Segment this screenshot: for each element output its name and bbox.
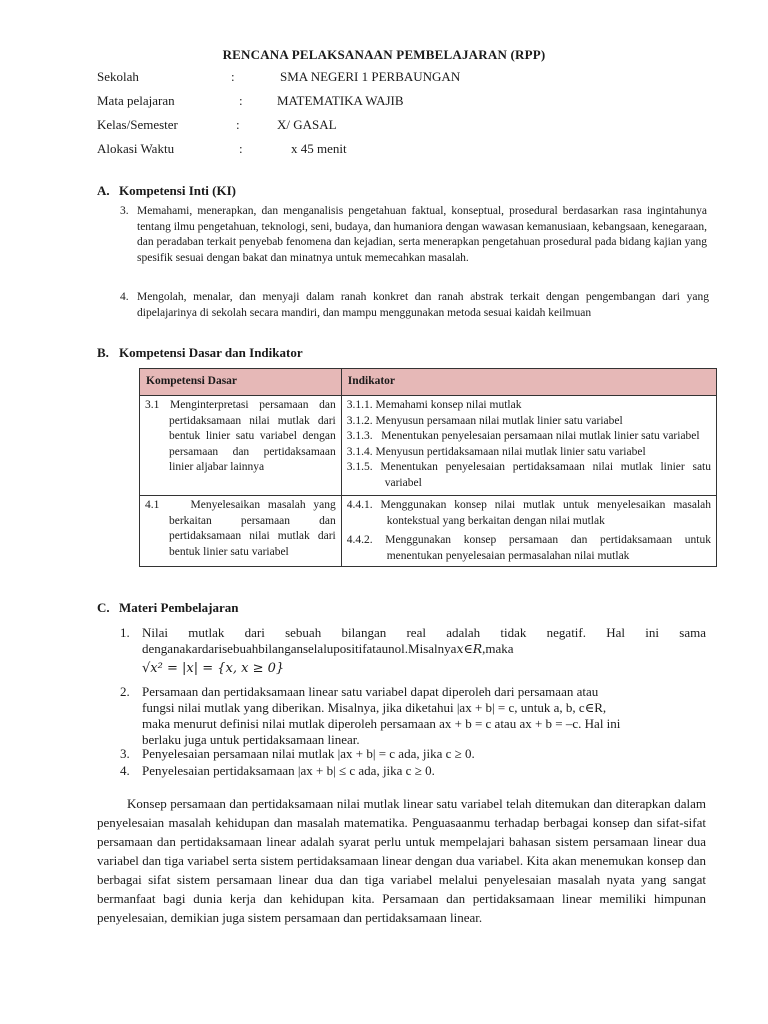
materi-number: 3. [120, 746, 130, 761]
info-label: Sekolah [97, 69, 139, 84]
materi-text: fungsi nilai mutlak yang diberikan. Misalnya, jika diketahui |ax + b| = c, untuk a, b, c∈R, [142, 700, 607, 715]
info-colon: : [236, 117, 240, 132]
materi-number: 2. [120, 684, 130, 699]
kd-text: Menyelesaikan masalah yang berkaitan persamaan dan pertidaksamaan nilai mutlak dari bentuk linier satu variabel [169, 499, 336, 558]
info-colon: : [231, 69, 235, 84]
materi-text: ,maka [482, 641, 514, 656]
indicator-text: Menyusun pertidaksamaan nilai mutlak linier satu variabel [375, 445, 646, 458]
materi-text: denganakardarisebuahbilanganselalupositifataunol.Misalnya [142, 641, 457, 656]
materi-item-4 [120, 763, 706, 779]
materi-item-3 [120, 746, 706, 762]
kd-number: 3.1 [145, 399, 160, 411]
indicator-item [347, 533, 711, 564]
info-label: Kelas/Semester [97, 117, 178, 132]
indicator-code: 3.1.2. [346, 414, 373, 427]
ki-text: Mengolah, menalar, dan menyaji dalam ranah konkret dan ranah abstrak terkait dengan pengembangan dari yang dipelajarinya di sekolah secara mandiri, dan mampu menggunakan metoda sesuai kaidah keilmuan [137, 291, 709, 319]
section-title: Kompetensi Dasar dan Indikator [119, 345, 303, 360]
indicator-code: 3.1.3. [346, 430, 373, 442]
indicator-code: 3.1.4. [346, 445, 373, 458]
kd-text: Menginterpretasi persamaan dan pertidaksamaan nilai mutlak dari bentuk linier satu variabel dengan persamaan dan pertidaksamaan linier aljabar lainnya [169, 399, 336, 473]
indicator-item [347, 445, 711, 461]
indicator-text: Menggunakan konsep nilai mutlak untuk menyelesaikan masalah kontekstual yang berkaitan dengan nilai mutlak [380, 499, 712, 527]
indicator-text: Menentukan penyelesaian persamaan nilai mutlak linier satu variabel [381, 430, 700, 442]
indicator-item [347, 429, 711, 445]
info-value: X/ GASAL [277, 117, 337, 132]
info-colon: : [239, 141, 243, 156]
indicator-code: 3.1.1. [346, 399, 373, 411]
kd-cell [140, 496, 342, 567]
info-value: MATEMATIKA WAJIB [277, 93, 404, 108]
math-formula: √x² = |x| = {x, x ≥ 0} [142, 661, 285, 676]
indicator-item [347, 414, 711, 430]
indicator-item [347, 498, 711, 533]
materi-text: Penyelesaian pertidaksamaan |ax + b| ≤ c ada, jika c ≥ 0. [142, 763, 435, 778]
kd-indikator-table [139, 368, 717, 567]
ki-number: 3. [120, 205, 129, 217]
kd-number: 4.1 [145, 499, 160, 511]
indicator-item [347, 398, 711, 414]
info-label: Mata pelajaran [97, 93, 175, 108]
info-label: Alokasi Waktu [97, 141, 175, 156]
table-header-kd: Kompetensi Dasar [140, 369, 342, 396]
indicator-code: 4.4.1. [346, 499, 373, 511]
table-header-row [140, 369, 717, 396]
materi-text: Penyelesaian persamaan nilai mutlak |ax + b| = c ada, jika c ≥ 0. [142, 746, 475, 761]
indicator-text: Menyusun persamaan nilai mutlak linier satu variabel [375, 414, 623, 427]
ki-number: 4. [120, 291, 129, 303]
indicator-cell [341, 396, 716, 496]
ki-item-3 [120, 204, 708, 266]
indicator-cell [341, 496, 716, 567]
table-row [140, 396, 717, 496]
materi-text: maka menurut definisi nilai mutlak diperoleh persamaan ax + b = c atau ax + b = –c. Hal ini [142, 716, 621, 731]
kd-entry [145, 398, 336, 476]
ki-text: Memahami, menerapkan, dan menganalisis pengetahuan faktual, konseptual, prosedural berdasarkan rasa ingintahunya tentang ilmu pengetahuan, teknologi, seni, budaya, dan humaniora dengan wawasan kemanusiaan, kebangsaan, kenegaraan, dan peradaban terkait penyebab fenomena dan kejadian, serta menerapkan pengetahuan prosedural pada bidang kajian yang spesifik sesuai dengan bakat dan minatnya untuk memecahkan masalah. [137, 205, 708, 264]
body-paragraph: Konsep persamaan dan pertidaksamaan nilai mutlak linear satu variabel telah ditemukan dan diterapkan dalam penyelesaian masalah kehidupan dan masalah matematika. Penguasaanmu terhadap berbagai konsep dan sifat-sifat persamaan dan pertidaksamaan linear adalah syarat perlu untuk mempelajari bahasan sistem persamaan linear dua variabel dan tiga variabel serta sistem pertidaksamaan linear dengan dua variabel. Kita akan menemukan konsep dan berbagai sifat sistem persamaan linear dua dan tiga variabel melalui penyelesaian masalah nyata yang sangat bermanfaat bagi dunia kerja dan kehidupan kita. Persamaan dan pertidaksamaan linear memiliki himpunan penyelesaian, demikian juga sistem persamaan dan pertidaksamaan linear. [97, 796, 706, 925]
section-a-heading [97, 183, 236, 199]
materi-text: berlaku juga untuk pertidaksamaan linear. [142, 732, 360, 747]
materi-number: 1. [120, 625, 130, 640]
materi-text: Persamaan dan pertidaksamaan linear satu variabel dapat diperoleh dari persamaan atau [142, 684, 599, 699]
section-c-heading [97, 600, 238, 616]
indicator-item [347, 460, 711, 493]
table-row [140, 496, 717, 567]
document-title: RENCANA PELAKSANAAN PEMBELAJARAN (RPP) [222, 47, 546, 62]
kd-cell [140, 396, 342, 496]
materi-number: 4. [120, 763, 130, 778]
math-inline: x∈R [456, 641, 483, 656]
section-b-heading [97, 345, 303, 361]
section-letter: B. [97, 345, 109, 360]
indicator-text: Memahami konsep nilai mutlak [375, 399, 522, 411]
section-letter: C. [97, 600, 110, 615]
info-value: SMA NEGERI 1 PERBAUNGAN [280, 69, 461, 84]
table-header-indikator: Indikator [341, 369, 716, 396]
indicator-text: Menentukan penyelesaian pertidaksamaan nilai mutlak linier satu variabel [380, 461, 711, 489]
indicator-text: Menggunakan konsep persamaan dan pertidaksamaan untuk menentukan penyelesaian permasalahan nilai mutlak [385, 534, 712, 562]
section-letter: A. [97, 183, 110, 198]
info-colon: : [239, 93, 243, 108]
materi-text: Nilai mutlak dari sebuah bilangan real adalah tidak negatif. Hal ini sama [142, 625, 706, 640]
info-value: x 45 menit [291, 141, 347, 156]
indicator-code: 3.1.5. [346, 461, 373, 473]
kd-entry [145, 498, 336, 560]
ki-item-4 [120, 290, 709, 321]
materi-item-2 [120, 684, 706, 748]
section-title: Materi Pembelajaran [119, 600, 239, 615]
materi-item-1 [120, 625, 706, 677]
section-title: Kompetensi Inti (KI) [119, 183, 236, 198]
indicator-code: 4.4.2. [346, 534, 373, 546]
materi-text-line [142, 641, 706, 657]
